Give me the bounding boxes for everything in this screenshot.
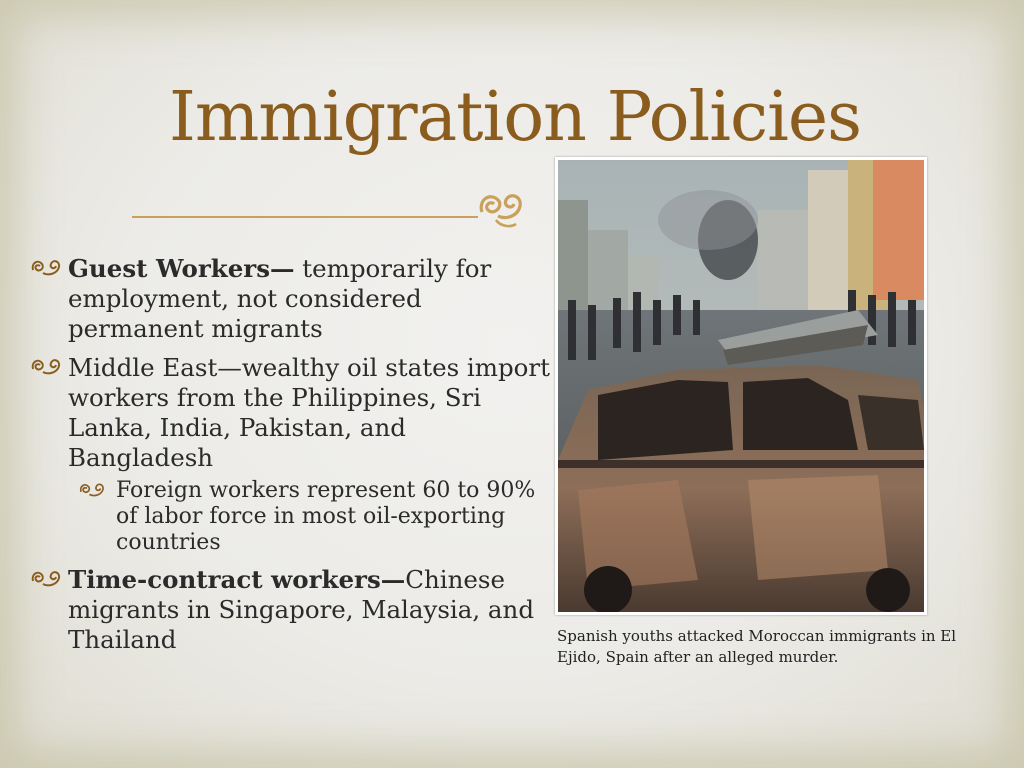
fleuron-ornament-icon (476, 186, 524, 237)
photo-caption: Spanish youths attacked Moroccan immigrants in El Ejido, Spain after an alleged murder. (557, 627, 957, 666)
bullet-time-contract (30, 565, 550, 655)
fleuron-bullet-icon (78, 480, 106, 502)
bullet-middle-east (30, 353, 550, 473)
bullet-lead: Time-contract workers (68, 565, 381, 594)
bullet-dash: — (270, 254, 295, 283)
bullet-lead: Middle East (68, 353, 218, 382)
fleuron-bullet-icon (30, 567, 62, 593)
bullet-text: wealthy oil states import workers from the Philippines, Sri Lanka, India, Pakistan, and Bangladesh (68, 353, 550, 472)
sub-bullet-text: Foreign workers represent 60 to 90% of labor force in most oil-exporting countries (116, 478, 536, 555)
bullet-list (30, 254, 550, 664)
bullet-dash: — (380, 565, 406, 594)
sub-bullet-foreign-workers (30, 478, 550, 556)
bullet-lead: Guest Workers (68, 254, 270, 283)
fleuron-bullet-icon (30, 256, 62, 282)
fleuron-bullet-icon (30, 355, 62, 381)
bullet-text: temporarily for employment, not considered permanent migrants (68, 254, 492, 343)
title-underline (132, 216, 478, 218)
bullet-guest-workers (30, 254, 550, 344)
photo-burned-cars (555, 157, 927, 615)
slide-title: Immigration Policies (169, 78, 861, 157)
bullet-dash: — (217, 353, 242, 382)
bullet-text: Chinese migrants in Singapore, Malaysia, and Thailand (68, 565, 535, 654)
